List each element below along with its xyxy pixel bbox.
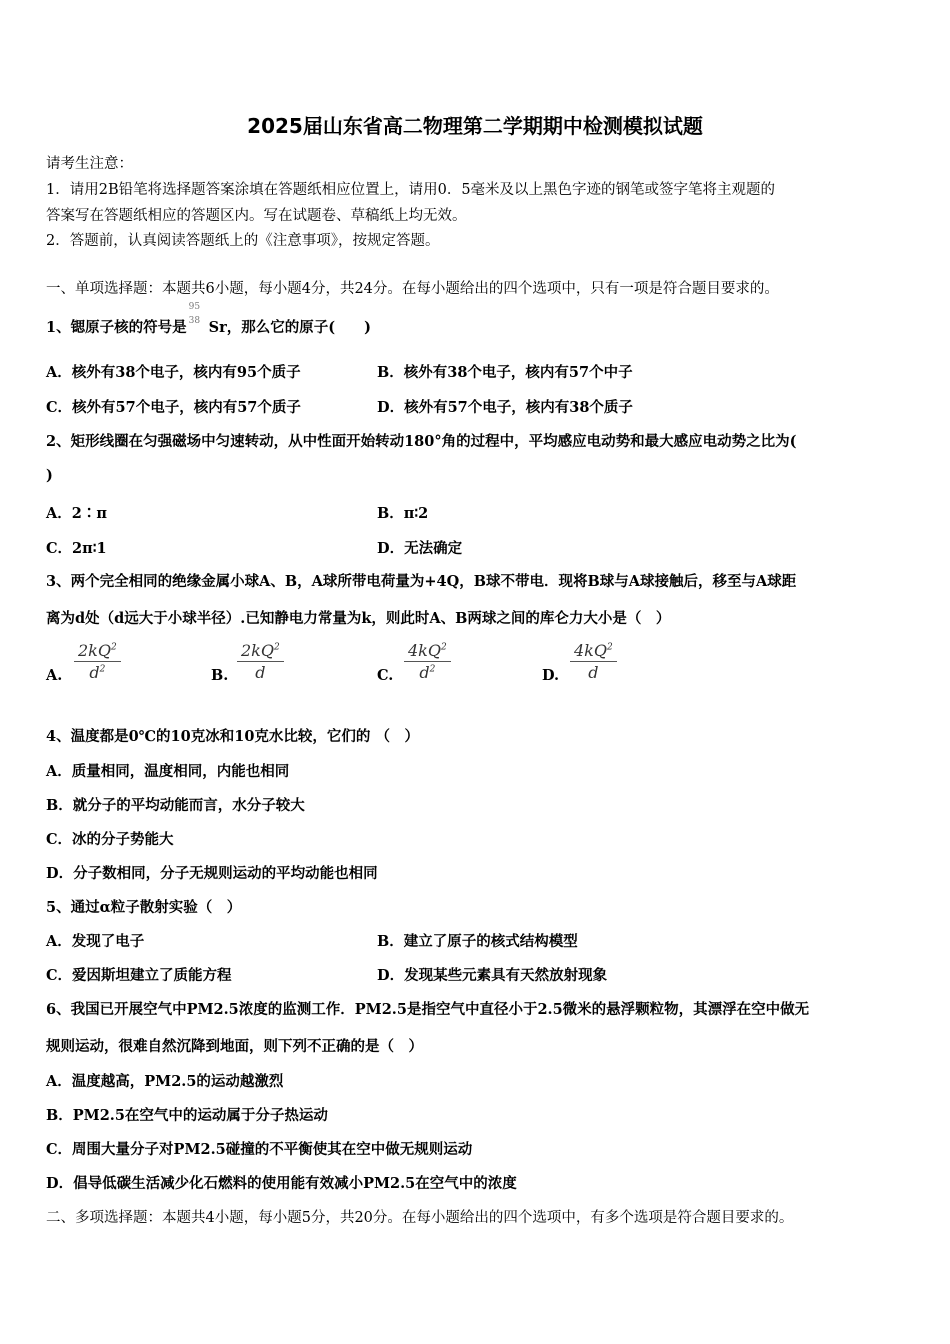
nuclide-symbol: 95 38 (188, 302, 201, 326)
question-3-fraction-d: $4kQ^2$ d (570, 641, 617, 682)
question-6-option-c: C．周围大量分子对PM2.5碰撞的不平衡使其在空中做无规则运动 (46, 1141, 473, 1158)
question-2-stem-a: 2、矩形线圈在匀强磁场中匀速转动，从中性面开始转动180°角的过程中，平均感应电动势和最大感应电动势之比为( (46, 433, 797, 450)
question-1-option-c: C．核外有57个电子，核内有57个质子 (46, 399, 301, 416)
question-6-option-b: B．PM2.5在空气中的运动属于分子热运动 (46, 1107, 328, 1124)
section-2-heading: 二、多项选择题：本题共4小题，每小题5分，共20分。在每小题给出的四个选项中，有多个选项是符合题目要求的。 (46, 1210, 794, 1226)
page-title: 2025届山东省高二物理第二学期期中检测模拟试题 (247, 114, 703, 138)
question-2-option-d: D．无法确定 (377, 540, 463, 557)
question-3-option-c: C. (377, 667, 394, 684)
question-5-stem: 5、通过α粒子散射实验（ ） (46, 899, 242, 916)
question-6-option-d: D．倡导低碳生活减少化石燃料的使用能有效减小PM2.5在空气中的浓度 (46, 1175, 517, 1192)
question-2-option-b: B．π∶2 (377, 505, 429, 522)
notice-heading: 请考生注意： (46, 156, 133, 172)
question-4-stem: 4、温度都是0℃的10克冰和10克水比较，它们的 （ ） (46, 728, 419, 745)
question-5-option-d: D．发现某些元素具有天然放射现象 (377, 967, 608, 984)
question-2-option-c: C．2π∶1 (46, 540, 107, 557)
question-4-option-b: B．就分子的平均动能而言，水分子较大 (46, 797, 305, 814)
notice-line-2: 2．答题前，认真阅读答题纸上的《注意事项》，按规定答题。 (46, 233, 440, 249)
question-1-option-a: A．核外有38个电子，核内有95个质子 (46, 364, 301, 381)
question-2-stem-b: ) (46, 467, 53, 484)
section-1-heading: 一、单项选择题：本题共6小题，每小题4分，共24分。在每小题给出的四个选项中，只有一项是符合题目要求的。 (46, 281, 779, 297)
question-5-option-b: B．建立了原子的核式结构模型 (377, 933, 578, 950)
question-1-option-b: B．核外有38个电子，核内有57个中子 (377, 364, 633, 381)
question-6-stem-a: 6、我国已开展空气中PM2.5浓度的监测工作．PM2.5是指空气中直径小于2.5微米的悬浮颗粒物，其漂浮在空中做无 (46, 1001, 810, 1018)
question-3-fraction-c: $4kQ^2$ $d^2$ (404, 641, 451, 682)
question-3-stem-a: 3、两个完全相同的绝缘金属小球A、B，A球所带电荷量为+4Q，B球不带电．现将B球与A球接触后，移至与A球距 (46, 573, 797, 590)
question-3-option-a: A. (46, 667, 63, 684)
question-4-option-c: C．冰的分子势能大 (46, 831, 174, 848)
question-3-option-b: B. (211, 667, 229, 684)
question-3-stem-b: 离为d处（d远大于小球半径）.已知静电力常量为k，则此时A、B两球之间的库仑力大小是（ ） (46, 610, 671, 627)
notice-line-1a: 1．请用2B铅笔将选择题答案涂填在答题纸相应位置上，请用0．5毫米及以上黑色字迹的钢笔或签字笔将主观题的 (46, 182, 776, 198)
question-3-fraction-a: $2kQ^2$ $d^2$ (74, 641, 121, 682)
question-5-option-c: C．爱因斯坦建立了质能方程 (46, 967, 232, 984)
question-2-option-a: A．2∶π (46, 505, 107, 522)
question-3-fraction-b: $2kQ^2$ d (237, 641, 284, 682)
question-1-stem: 1、锶原子核的符号是 95 38 Sr，那么它的原子( ) (46, 302, 371, 336)
question-3-option-d: D. (542, 667, 560, 684)
notice-line-1b: 答案写在答题纸相应的答题区内。写在试题卷、草稿纸上均无效。 (46, 208, 467, 224)
question-4-option-a: A．质量相同，温度相同，内能也相同 (46, 763, 290, 780)
question-5-option-a: A．发现了电子 (46, 933, 145, 950)
question-6-option-a: A．温度越高，PM2.5的运动越激烈 (46, 1073, 284, 1090)
question-6-stem-b: 规则运动，很难自然沉降到地面，则下列不正确的是（ ） (46, 1038, 423, 1055)
question-4-option-d: D．分子数相同，分子无规则运动的平均动能也相同 (46, 865, 378, 882)
question-1-option-d: D．核外有57个电子，核内有38个质子 (377, 399, 633, 416)
